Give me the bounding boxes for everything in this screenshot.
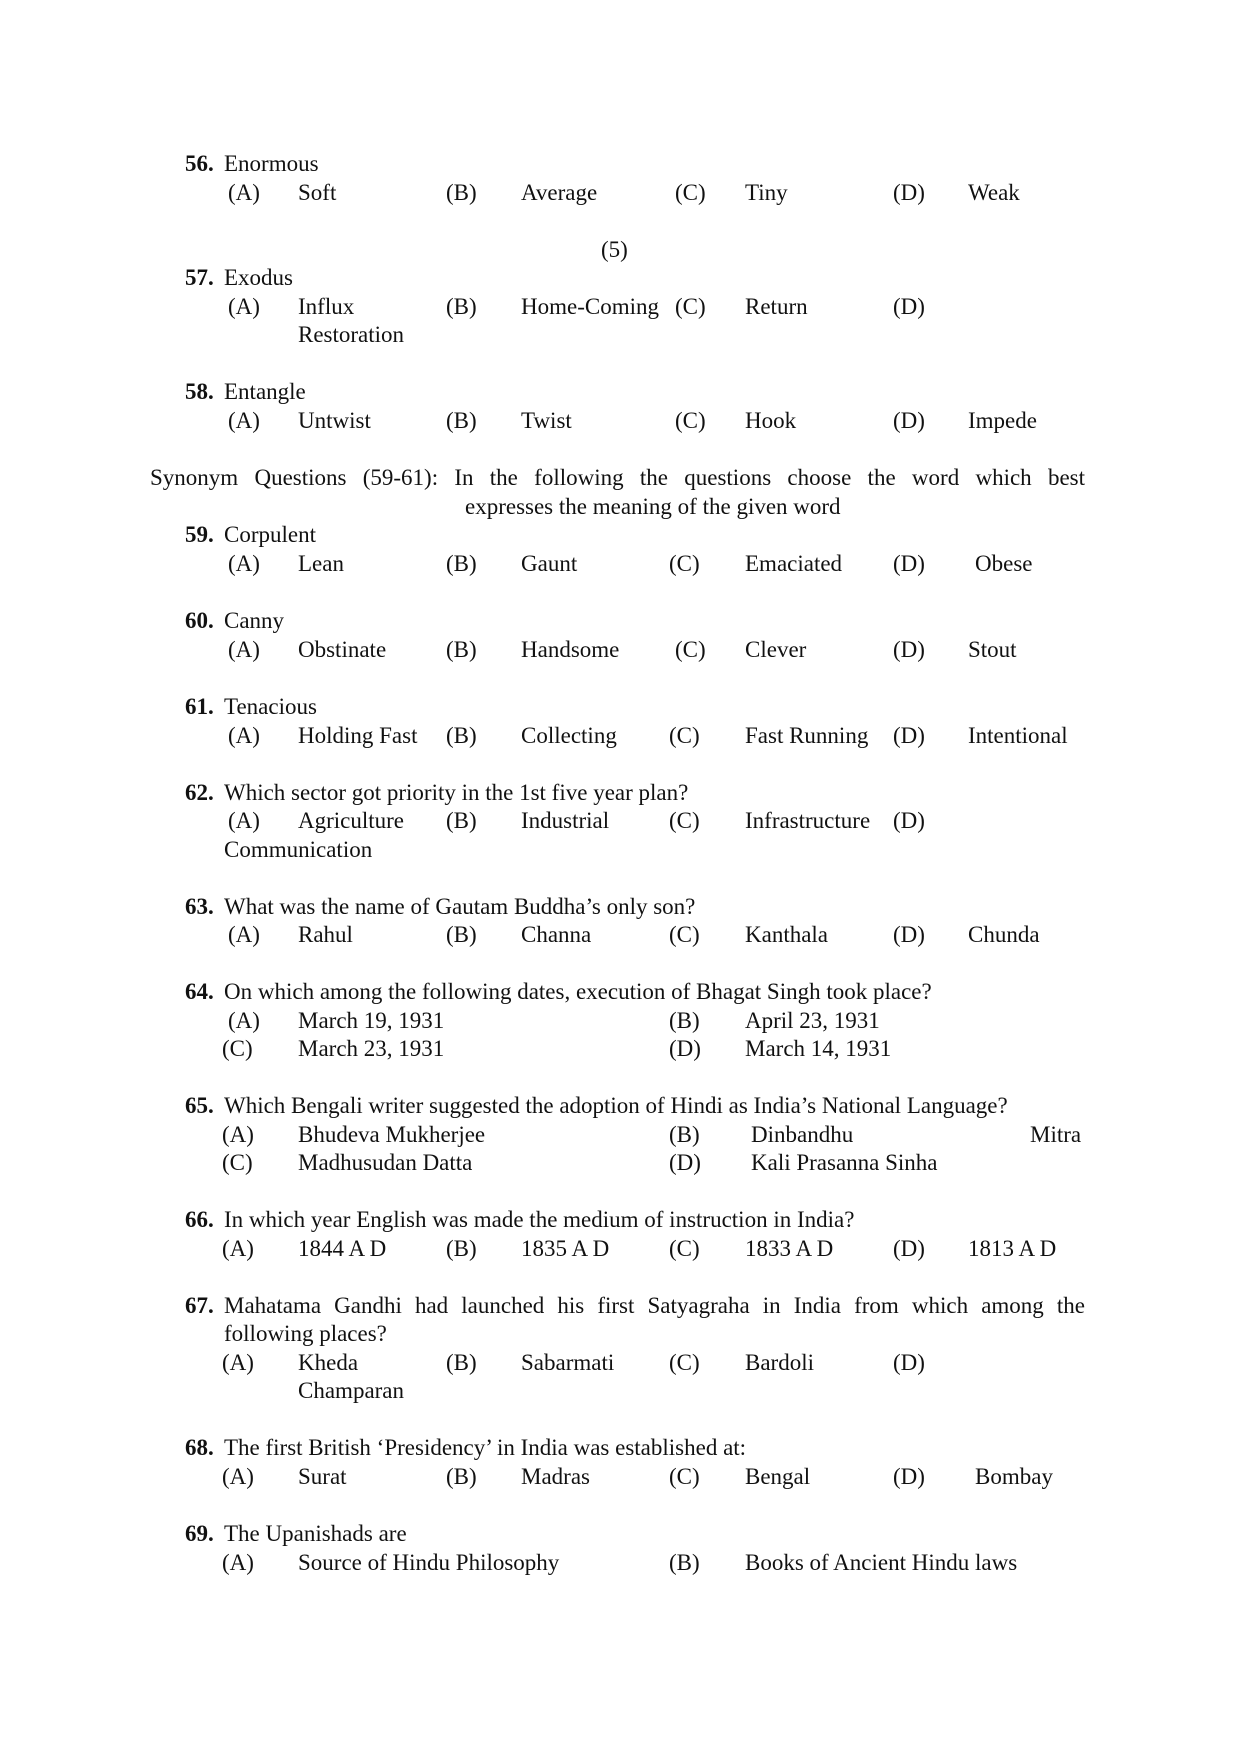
option-b-label: (B): [446, 551, 477, 576]
option-b-text: Collecting: [521, 723, 617, 748]
option-d-text: Intentional: [968, 723, 1068, 748]
option-b-label: (B): [446, 408, 477, 433]
option-a-text: March 19, 1931: [298, 1008, 445, 1033]
option-a-text: Rahul: [298, 922, 353, 947]
option-c-text: Madhusudan Datta: [298, 1150, 473, 1175]
question-number: 68.: [185, 1435, 214, 1460]
option-b-text: Handsome: [521, 637, 620, 662]
question-number: 59.: [185, 522, 214, 547]
option-d-label: (D): [893, 1350, 925, 1375]
option-d-label: (D): [893, 637, 925, 662]
option-d-text: Kali Prasanna Sinha: [751, 1150, 938, 1175]
question-text: The Upanishads are: [224, 1521, 407, 1546]
option-b-label: (B): [446, 180, 477, 205]
question-text: The first British ‘Presidency’ in India was established at:: [224, 1435, 747, 1460]
option-d-text: Bombay: [975, 1464, 1053, 1489]
option-d-label: (D): [893, 723, 925, 748]
option-d-text: Stout: [968, 637, 1017, 662]
question-number: 64.: [185, 979, 214, 1004]
option-a-label: (A): [222, 1550, 254, 1575]
option-b-text: Home-Coming: [521, 294, 659, 319]
option-b-label: (B): [446, 1464, 477, 1489]
option-d-text: Restoration: [298, 322, 405, 347]
option-a-text: 1844 A D: [298, 1236, 387, 1261]
question-text: On which among the following dates, execution of Bhagat Singh took place?: [224, 979, 932, 1004]
option-c-label: (C): [675, 637, 706, 662]
option-c-label: (C): [669, 808, 700, 833]
option-b-label: (B): [446, 922, 477, 947]
question-text: What was the name of Gautam Buddha’s only son?: [224, 894, 696, 919]
question-number: 56.: [185, 151, 214, 176]
option-a-label: (A): [228, 551, 260, 576]
option-d-text: Weak: [968, 180, 1020, 205]
option-c-label: (C): [675, 180, 706, 205]
option-b-label: (B): [446, 1236, 477, 1261]
option-b-text: Gaunt: [521, 551, 578, 576]
option-b-text: Books of Ancient Hindu laws: [745, 1550, 1018, 1575]
question-text: Mahatama Gandhi had launched his first Satyagraha in India from which among the: [224, 1293, 1085, 1318]
page-number: (5): [601, 237, 628, 262]
option-c-label: (C): [669, 723, 700, 748]
option-d-label: (D): [893, 408, 925, 433]
option-c-label: (C): [669, 1236, 700, 1261]
option-b-text: Average: [521, 180, 598, 205]
question-text: Entangle: [224, 379, 306, 404]
option-c-text: Fast Running: [745, 723, 869, 748]
option-a-text: Source of Hindu Philosophy: [298, 1550, 560, 1575]
option-a-label: (A): [228, 808, 260, 833]
option-b-text: Channa: [521, 922, 592, 947]
question-number: 62.: [185, 780, 214, 805]
option-a-text: Lean: [298, 551, 344, 576]
option-a-text: Agriculture: [298, 808, 405, 833]
option-c-text: Clever: [745, 637, 807, 662]
option-d-label: (D): [893, 922, 925, 947]
option-d-label: (D): [669, 1150, 701, 1175]
question-number: 61.: [185, 694, 214, 719]
option-d-label: (D): [893, 294, 925, 319]
option-a-label: (A): [222, 1464, 254, 1489]
option-a-label: (A): [228, 922, 260, 947]
option-c-label: (C): [669, 551, 700, 576]
option-b-label: (B): [446, 808, 477, 833]
option-b-text: Twist: [521, 408, 572, 433]
question-number: 67.: [185, 1293, 214, 1318]
option-b-text: Madras: [521, 1464, 590, 1489]
question-number: 65.: [185, 1093, 214, 1118]
question-number: 69.: [185, 1521, 214, 1546]
question-text: Which sector got priority in the 1st five year plan?: [224, 780, 689, 805]
question-text: Exodus: [224, 265, 293, 290]
option-d-text: Chunda: [968, 922, 1040, 947]
instructions-line-1: Synonym Questions (59-61): In the following the questions choose the word which best: [150, 465, 1085, 490]
option-c-text: Bengal: [745, 1464, 811, 1489]
option-b-text: Sabarmati: [521, 1350, 615, 1375]
option-c-text: Bardoli: [745, 1350, 814, 1375]
option-d-label: (D): [893, 551, 925, 576]
option-a-label: (A): [228, 637, 260, 662]
question-text: Enormous: [224, 151, 319, 176]
option-b-label: (B): [446, 294, 477, 319]
option-d-text: 1813 A D: [968, 1236, 1057, 1261]
option-d-label: (D): [893, 808, 925, 833]
option-c-label: (C): [675, 408, 706, 433]
option-c-label: (C): [222, 1036, 253, 1061]
option-a-label: (A): [228, 408, 260, 433]
option-a-label: (A): [228, 1008, 260, 1033]
question-text: Corpulent: [224, 522, 316, 547]
option-a-label: (A): [222, 1122, 254, 1147]
question-text: In which year English was made the medium of instruction in India?: [224, 1207, 855, 1232]
option-c-label: (C): [675, 294, 706, 319]
option-d-label: (D): [893, 1236, 925, 1261]
option-a-text: Bhudeva Mukherjee: [298, 1122, 486, 1147]
option-b-label: (B): [446, 637, 477, 662]
option-a-text: Holding Fast: [298, 723, 418, 748]
option-c-text: Emaciated: [745, 551, 843, 576]
option-a-label: (A): [228, 723, 260, 748]
option-c-label: (C): [669, 1464, 700, 1489]
option-a-text: Surat: [298, 1464, 347, 1489]
option-a-text: Untwist: [298, 408, 371, 433]
option-b-label: (B): [446, 723, 477, 748]
option-c-label: (C): [222, 1150, 253, 1175]
question-number: 58.: [185, 379, 214, 404]
instructions-line-2: expresses the meaning of the given word: [465, 494, 841, 519]
option-b-label: (B): [669, 1008, 700, 1033]
option-a-label: (A): [228, 180, 260, 205]
option-b-label: (B): [669, 1122, 700, 1147]
question-number: 60.: [185, 608, 214, 633]
option-c-label: (C): [669, 922, 700, 947]
question-number: 66.: [185, 1207, 214, 1232]
option-d-text: Champaran: [298, 1378, 405, 1403]
question-number: 63.: [185, 894, 214, 919]
option-c-text: March 23, 1931: [298, 1036, 445, 1061]
option-c-text: Tiny: [745, 180, 788, 205]
question-text: Canny: [224, 608, 285, 633]
question-text: Which Bengali writer suggested the adoption of Hindi as India’s National Language?: [224, 1093, 1008, 1118]
option-d-text: Communication: [224, 837, 373, 862]
option-d-label: (D): [893, 1464, 925, 1489]
option-b-label: (B): [669, 1550, 700, 1575]
option-d-label: (D): [669, 1036, 701, 1061]
option-c-text: 1833 A D: [745, 1236, 834, 1261]
question-text: Tenacious: [224, 694, 317, 719]
option-a-text: Kheda: [298, 1350, 359, 1375]
option-a-text: Soft: [298, 180, 337, 205]
option-c-text: Infrastructure: [745, 808, 871, 833]
option-c-label: (C): [669, 1350, 700, 1375]
option-b-text: 1835 A D: [521, 1236, 610, 1261]
option-b-text: Dinbandhu: [751, 1122, 854, 1147]
option-d-text: Obese: [975, 551, 1033, 576]
question-text-2: following places?: [224, 1321, 387, 1346]
question-number: 57.: [185, 265, 214, 290]
option-b-text: April 23, 1931: [745, 1008, 880, 1033]
option-a-label: (A): [222, 1236, 254, 1261]
option-d-label: (D): [893, 180, 925, 205]
option-b-text-2: Mitra: [1030, 1122, 1082, 1147]
option-b-label: (B): [446, 1350, 477, 1375]
option-c-text: Kanthala: [745, 922, 829, 947]
option-a-label: (A): [222, 1350, 254, 1375]
option-c-text: Hook: [745, 408, 797, 433]
option-c-text: Return: [745, 294, 808, 319]
option-d-text: Impede: [968, 408, 1037, 433]
option-b-text: Industrial: [521, 808, 610, 833]
option-a-text: Obstinate: [298, 637, 387, 662]
option-d-text: March 14, 1931: [745, 1036, 892, 1061]
option-a-text: Influx: [298, 294, 355, 319]
option-a-label: (A): [228, 294, 260, 319]
